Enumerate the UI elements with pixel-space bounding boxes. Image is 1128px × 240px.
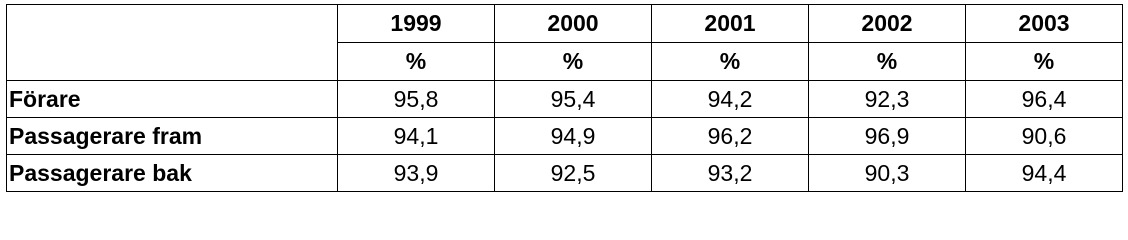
value-cell: 93,2 (652, 155, 809, 192)
value-cell: 96,4 (966, 81, 1123, 118)
value-cell: 94,1 (338, 118, 495, 155)
value-cell: 94,4 (966, 155, 1123, 192)
year-header: 2002 (809, 5, 966, 43)
value-cell: 96,9 (809, 118, 966, 155)
unit-header: % (495, 43, 652, 81)
data-table (6, 4, 1123, 192)
year-header: 2003 (966, 5, 1123, 43)
row-label: Förare (7, 81, 338, 118)
value-cell: 94,2 (652, 81, 809, 118)
year-header: 2000 (495, 5, 652, 43)
value-cell: 90,6 (966, 118, 1123, 155)
table-row (7, 155, 1123, 192)
value-cell: 96,2 (652, 118, 809, 155)
value-cell: 92,3 (809, 81, 966, 118)
value-cell: 92,5 (495, 155, 652, 192)
row-label: Passagerare fram (7, 118, 338, 155)
unit-header: % (338, 43, 495, 81)
year-header: 2001 (652, 5, 809, 43)
header-corner-cell (7, 5, 338, 81)
unit-header: % (809, 43, 966, 81)
unit-header: % (966, 43, 1123, 81)
year-header: 1999 (338, 5, 495, 43)
header-row-years (7, 5, 1123, 43)
value-cell: 95,8 (338, 81, 495, 118)
table-row (7, 81, 1123, 118)
value-cell: 93,9 (338, 155, 495, 192)
value-cell: 90,3 (809, 155, 966, 192)
value-cell: 95,4 (495, 81, 652, 118)
value-cell: 94,9 (495, 118, 652, 155)
row-label: Passagerare bak (7, 155, 338, 192)
table-row (7, 118, 1123, 155)
unit-header: % (652, 43, 809, 81)
